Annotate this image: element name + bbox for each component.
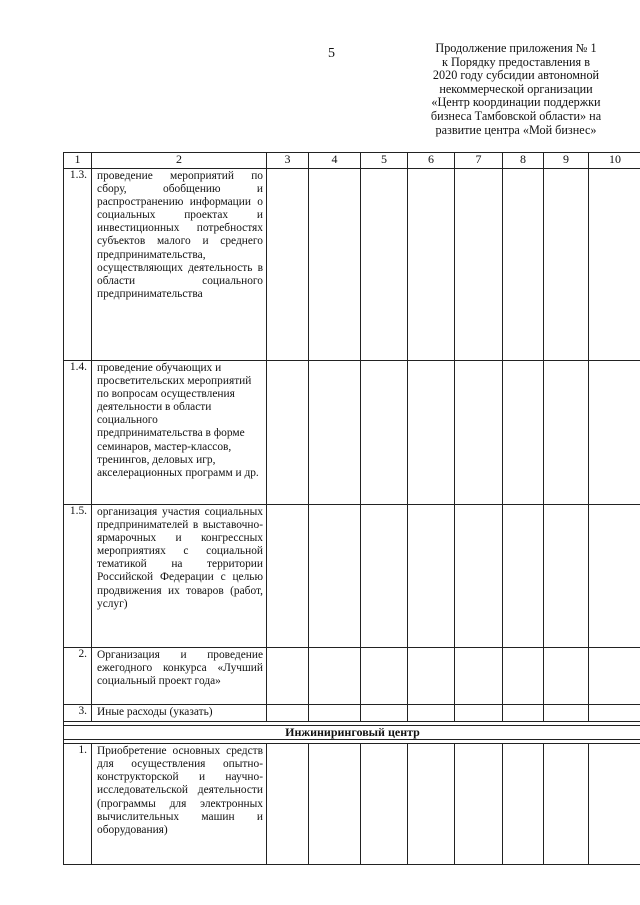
row-description: проведение обучающих и просветительских мероприятий по вопросам осуществления деятельности в области социального предпринимательства в форме семинаров, мастер-классов, тренингов, деловых игр, акселерационных программ и др. (92, 361, 267, 505)
page-number: 5 (328, 46, 335, 61)
value-cell (267, 705, 309, 722)
value-cell (408, 361, 455, 505)
expense-table (63, 152, 640, 865)
row-number: 1.5. (64, 505, 92, 648)
row-number: 3. (64, 705, 92, 722)
value-cell (589, 169, 640, 361)
column-header: 2 (92, 153, 267, 169)
value-cell (589, 744, 640, 865)
column-header: 4 (309, 153, 361, 169)
column-number-row (64, 153, 640, 169)
row-number: 1.3. (64, 169, 92, 361)
column-header: 3 (267, 153, 309, 169)
appendix-note-line: 2020 году субсидии автономной (432, 68, 600, 83)
value-cell (361, 169, 408, 361)
value-cell (361, 648, 408, 705)
value-cell (503, 169, 544, 361)
appendix-note-line: Продолжение приложения № 1 (435, 41, 597, 55)
column-header: 6 (408, 153, 455, 169)
column-header: 5 (361, 153, 408, 169)
value-cell (544, 505, 589, 648)
table-row (64, 705, 640, 722)
column-header: 9 (544, 153, 589, 169)
value-cell (503, 744, 544, 865)
row-description: Приобретение основных средств для осуществления опытно-конструкторской и научно-исследовательской деятельности (программы для электронных вычислительных машин и оборудования) (92, 744, 267, 865)
value-cell (309, 744, 361, 865)
value-cell (455, 744, 503, 865)
appendix-note-line: бизнеса Тамбовской области» на (430, 108, 602, 123)
table-row (64, 505, 640, 648)
appendix-note (418, 42, 614, 137)
appendix-note-line: развитие центра «Мой бизнес» (435, 122, 597, 137)
row-number: 1. (64, 744, 92, 865)
value-cell (267, 744, 309, 865)
table-row (64, 744, 640, 865)
value-cell (408, 744, 455, 865)
appendix-note-line: «Центр координации поддержки (431, 95, 601, 110)
value-cell (408, 505, 455, 648)
appendix-note-line: некоммерческой организации (439, 81, 593, 96)
section-row (64, 726, 640, 740)
value-cell (589, 505, 640, 648)
value-cell (544, 705, 589, 722)
value-cell (361, 361, 408, 505)
value-cell (503, 361, 544, 505)
row-number: 1.4. (64, 361, 92, 505)
value-cell (267, 361, 309, 505)
value-cell (408, 705, 455, 722)
value-cell (455, 505, 503, 648)
value-cell (267, 648, 309, 705)
value-cell (544, 744, 589, 865)
value-cell (455, 169, 503, 361)
value-cell (544, 361, 589, 505)
table-row (64, 169, 640, 361)
value-cell (544, 648, 589, 705)
value-cell (544, 169, 589, 361)
value-cell (361, 744, 408, 865)
value-cell (309, 705, 361, 722)
value-cell (408, 648, 455, 705)
appendix-note-line: к Порядку предоставления в (442, 54, 590, 69)
column-header: 1 (64, 153, 92, 169)
row-description: организация участия социальных предпринимателей в выставочно-ярмарочных и конгрессных мероприятиях с социальной тематикой на территории Российской Федерации с целью продвижения их товаров (работ, услуг) (92, 505, 267, 648)
value-cell (309, 169, 361, 361)
row-description: проведение мероприятий по сбору, обобщению и распространению информации о социальных проектах и инвестиционных потребностях субъектов малого и среднего предпринимательства, осуществляющих деятельность в области социального предпринимательства (92, 169, 267, 361)
value-cell (309, 361, 361, 505)
column-header: 8 (503, 153, 544, 169)
value-cell (361, 705, 408, 722)
value-cell (589, 648, 640, 705)
value-cell (455, 648, 503, 705)
table-row (64, 361, 640, 505)
value-cell (503, 505, 544, 648)
row-number: 2. (64, 648, 92, 705)
value-cell (589, 361, 640, 505)
value-cell (267, 505, 309, 648)
value-cell (408, 169, 455, 361)
column-header: 7 (455, 153, 503, 169)
value-cell (267, 169, 309, 361)
value-cell (455, 361, 503, 505)
row-description: Иные расходы (указать) (92, 705, 267, 722)
value-cell (309, 505, 361, 648)
value-cell (309, 648, 361, 705)
value-cell (455, 705, 503, 722)
value-cell (589, 705, 640, 722)
row-description: Организация и проведение ежегодного конкурса «Лучший социальный проект года» (92, 648, 267, 705)
value-cell (503, 648, 544, 705)
section-title: Инжиниринговый центр (64, 726, 640, 740)
value-cell (503, 705, 544, 722)
table-row (64, 648, 640, 705)
column-header: 10 (589, 153, 640, 169)
value-cell (361, 505, 408, 648)
